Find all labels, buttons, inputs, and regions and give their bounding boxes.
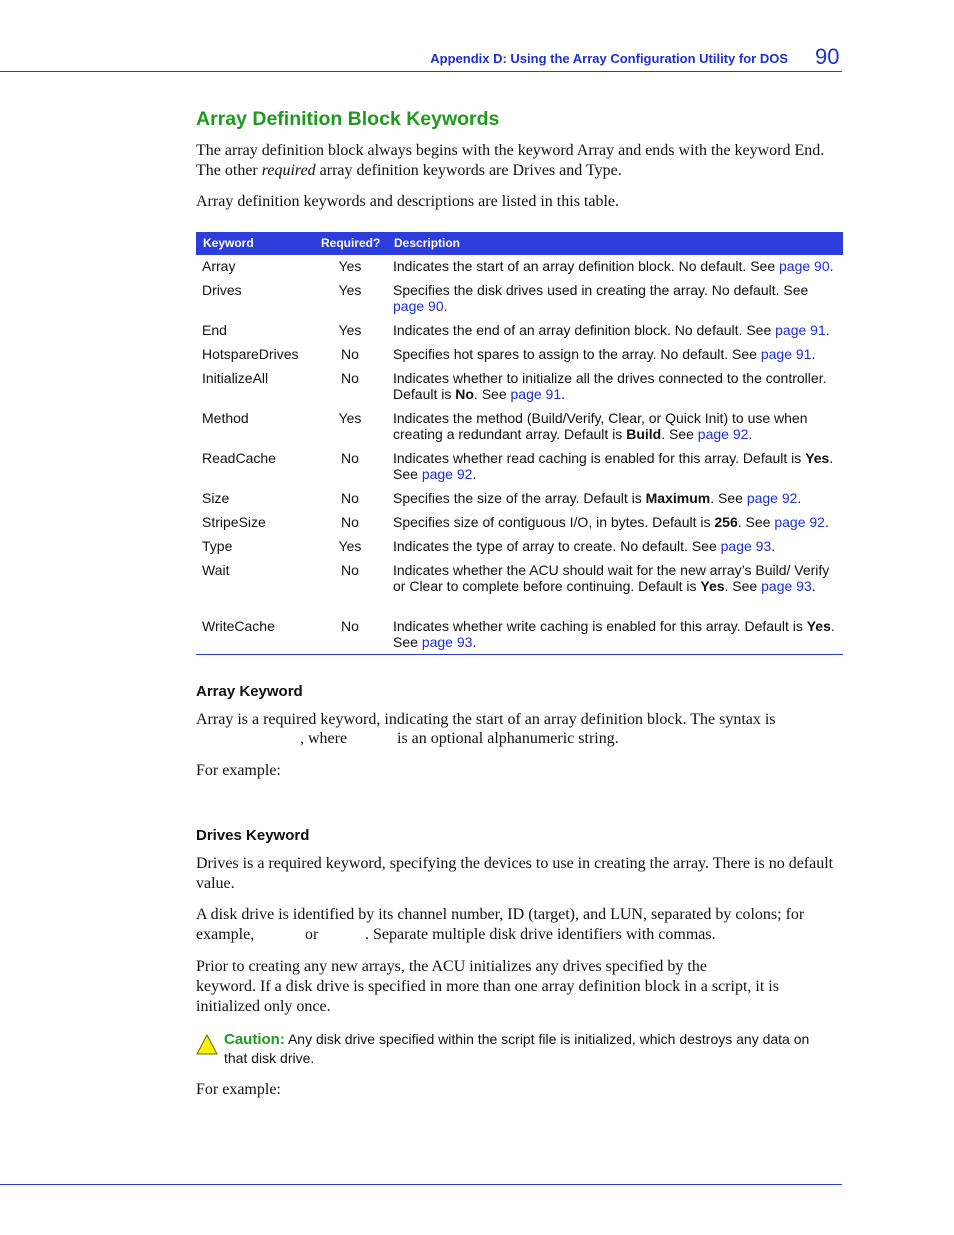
row-required: No [341, 450, 359, 466]
row-keyword: Type [202, 538, 233, 554]
row-required: No [341, 490, 359, 506]
row-keyword: InitializeAll [202, 370, 269, 386]
row-keyword: Drives [202, 282, 242, 298]
row-description [393, 370, 838, 402]
drives-paragraph-1: Drives is a required keyword, specifying the devices to use in creating the array. There is no default value. [196, 855, 834, 892]
description-see-text: . See [724, 578, 762, 594]
description-default-value: Maximum [645, 490, 711, 506]
description-default-value: Build [626, 426, 662, 442]
row-required: Yes [338, 538, 362, 554]
row-keyword: Array [202, 258, 236, 274]
description-end: . [472, 466, 477, 482]
row-required: No [341, 346, 359, 362]
row-required: Yes [338, 322, 362, 338]
description-default-value: No [455, 386, 474, 402]
description-text: Indicates whether write caching is enabled for this array. Default is [393, 618, 807, 634]
description-end: . [748, 426, 753, 442]
row-description [393, 562, 838, 594]
description-default-value: Yes [805, 450, 830, 466]
description-see-text: . See [393, 618, 835, 650]
description-text: Specifies the size of the array. Default is [393, 490, 646, 506]
page-reference-link[interactable]: page 93 [761, 578, 812, 594]
row-required: No [341, 370, 359, 386]
row-description [393, 450, 838, 482]
array-keyword-optional: is an optional alphanumeric string. [397, 730, 619, 747]
row-keyword: ReadCache [202, 450, 276, 466]
row-description [393, 346, 838, 362]
description-see-text: . See [710, 490, 747, 506]
row-keyword: HotspareDrives [202, 346, 299, 362]
page-reference-link[interactable]: page 93 [421, 634, 473, 650]
description-text: Indicates whether the ACU should wait for the new array’s Build/ Verify or Clear to complete before continuing. Default is [393, 562, 830, 594]
page-number: 90 [815, 44, 840, 69]
row-description [393, 618, 838, 650]
caution-label: Caution: [224, 1031, 285, 1048]
description-end: . [472, 634, 477, 650]
row-keyword: StripeSize [202, 514, 266, 530]
row-keyword: WriteCache [202, 618, 275, 634]
row-description [393, 538, 838, 554]
header-divider [0, 71, 842, 72]
array-example-label: For example: [196, 762, 281, 779]
drives-paragraph-2-line1: A disk drive is identified by its channel number, ID (target), and LUN, separated by colons; for [196, 906, 805, 923]
drives-separate-text: . Separate multiple disk drive identifiers with commas. [365, 926, 716, 943]
row-keyword: End [202, 322, 227, 338]
row-keyword: Method [202, 410, 249, 426]
row-required: Yes [338, 282, 362, 298]
drives-paragraph-3-line1: Prior to creating any new arrays, the ACU initializes any drives specified by the [196, 958, 707, 975]
description-text: Indicates the start of an array definition block. No default. See [393, 258, 779, 274]
drives-paragraph-3-rest: keyword. If a disk drive is specified in more than one array definition block in a script, it is initialized only once. [196, 978, 779, 1015]
description-default-value: Yes [700, 578, 725, 594]
page-reference-link[interactable]: page 92 [746, 490, 798, 506]
description-text: Indicates the end of an array definition block. No default. See [393, 322, 776, 338]
description-end: . [811, 578, 816, 594]
page-reference-link[interactable]: page 92 [421, 466, 473, 482]
description-text: Specifies size of contiguous I/O, in bytes. Default is [393, 514, 715, 530]
description-see-text: . See [737, 514, 775, 530]
table-header [196, 232, 843, 255]
row-required: No [341, 562, 359, 578]
row-keyword: Wait [202, 562, 230, 578]
page-reference-link[interactable]: page 90 [393, 298, 444, 314]
page-reference-link[interactable]: page 91 [510, 386, 562, 402]
description-text: Specifies hot spares to assign to the array. No default. See [393, 346, 761, 362]
description-end: . [811, 346, 816, 362]
description-default-value: Yes [806, 618, 831, 634]
description-default-value: 256 [714, 514, 738, 530]
row-required: Yes [338, 258, 362, 274]
row-description [393, 258, 838, 274]
row-keyword: Size [202, 490, 230, 506]
row-required: Yes [338, 410, 362, 426]
description-text: Indicates whether to initialize all the drives connected to the controller. Default is [393, 370, 827, 402]
description-end: . [829, 258, 834, 274]
header-keyword: Keyword [203, 236, 254, 250]
drives-keyword-heading: Drives Keyword [196, 827, 310, 844]
description-end: . [824, 514, 829, 530]
table-bottom-rule [196, 654, 843, 655]
page-reference-link[interactable]: page 90 [779, 258, 830, 274]
description-see-text: . See [393, 450, 834, 482]
page-reference-link[interactable]: page 93 [720, 538, 772, 554]
intro-emphasis: required [261, 162, 316, 179]
row-description [393, 410, 838, 442]
description-text: Indicates whether read caching is enabled for this array. Default is [393, 450, 806, 466]
row-description [393, 322, 838, 338]
intro-text-a: The array definition block always begins with the keyword Array and ends with the keyword End. The other [196, 142, 825, 179]
array-keyword-where: , where [300, 730, 348, 747]
header-description: Description [394, 236, 461, 250]
footer-divider [0, 1184, 842, 1185]
description-text: Indicates the type of array to create. No default. See [393, 538, 721, 554]
page-reference-link[interactable]: page 92 [697, 426, 749, 442]
section-title: Array Definition Block Keywords [196, 108, 500, 130]
row-required: No [341, 618, 359, 634]
drives-example-word: example, [196, 926, 255, 943]
array-keyword-heading: Array Keyword [196, 683, 303, 700]
page-reference-link[interactable]: page 92 [774, 514, 825, 530]
intro-text-b: array definition keywords are Drives and Type. [315, 162, 622, 179]
description-see-text: . See [473, 386, 511, 402]
page-reference-link[interactable]: page 91 [775, 322, 826, 338]
description-text: Indicates the method (Build/Verify, Clear, or Quick Init) to use when creating a redundant array. Default is [393, 410, 808, 442]
description-see-text: . See [661, 426, 698, 442]
description-text: Specifies the disk drives used in creating the array. No default. See [393, 282, 809, 298]
description-end: . [561, 386, 566, 402]
drives-or-word: or [305, 926, 319, 943]
running-header: Appendix D: Using the Array Configuration Utility for DOS [430, 51, 788, 66]
intro-paragraph [196, 141, 842, 181]
description-end: . [797, 490, 802, 506]
row-required: No [341, 514, 359, 530]
caution-note [224, 1030, 824, 1068]
table-intro-paragraph: Array definition keywords and descriptions are listed in this table. [196, 193, 620, 210]
row-description [393, 282, 838, 314]
page-reference-link[interactable]: page 91 [760, 346, 812, 362]
description-end: . [443, 298, 448, 314]
description-end: . [825, 322, 830, 338]
row-description [393, 514, 838, 530]
description-end: . [771, 538, 776, 554]
array-keyword-line1: Array is a required keyword, indicating the start of an array definition block. The syntax is [196, 711, 776, 728]
caution-text: Any disk drive specified within the script file is initialized, which destroys any data on that disk drive. [224, 1031, 810, 1066]
drives-example-label: For example: [196, 1081, 281, 1098]
header-required: Required? [321, 236, 381, 250]
warning-triangle-icon [196, 1034, 218, 1056]
row-description [393, 490, 838, 506]
